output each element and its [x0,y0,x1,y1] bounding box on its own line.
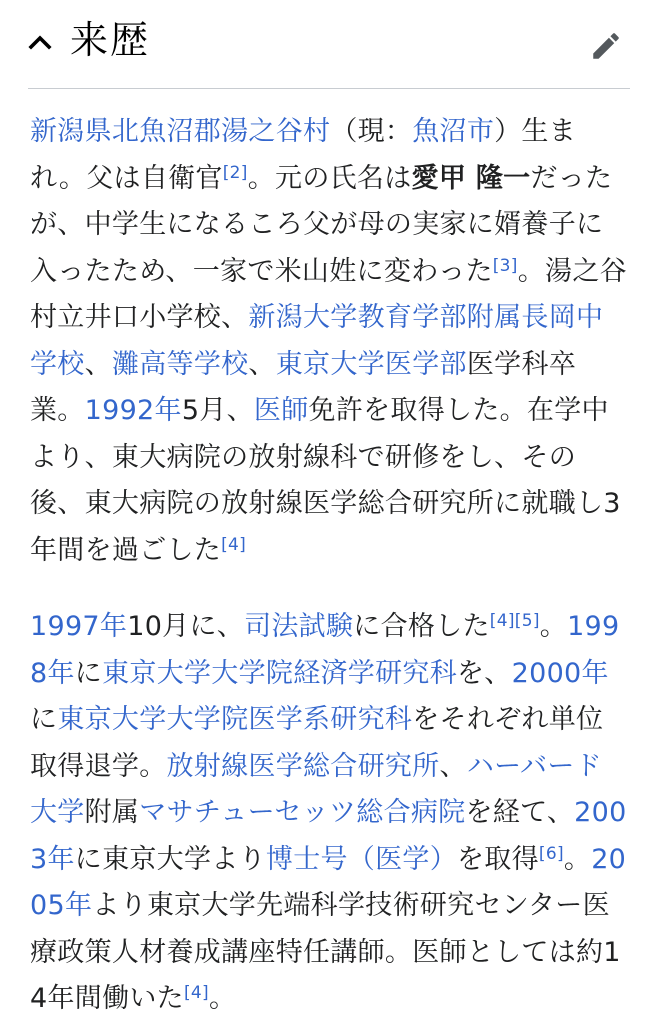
link-2005[interactable]: 2005年 [30,843,627,921]
pencil-icon [589,29,623,63]
section-title: 来歴 [70,18,151,62]
link-physician[interactable]: 医師 [253,395,309,426]
text: を取得 [457,843,539,875]
text: 。元の氏名は [247,162,412,194]
link-mgh[interactable]: マサチューセッツ総合病院 [139,797,466,828]
ref-6[interactable]: [6] [538,843,564,864]
link-niigata-univ-nagaoka-jhs[interactable]: 新潟大学教育学部附属長岡中学校 [30,302,604,380]
link-1997[interactable]: 1997年 [30,611,128,642]
link-uonuma-city[interactable]: 魚沼市 [412,116,495,147]
link-bar-exam[interactable]: 司法試験 [244,611,354,642]
text: に合格した [353,611,490,642]
text: より東京大学先端科学技術研究センター医療政策人材養成講座特任講師。医師としては約14年間働いた [30,890,621,1014]
link-utokyo-medicine[interactable]: 東京大学医学部 [275,348,467,380]
ref-3[interactable]: [3] [492,255,518,276]
text: 医学科卒業。 [30,348,577,426]
link-2003[interactable]: 2003年 [30,797,627,875]
edit-section-button[interactable] [586,26,626,66]
text: だったが、中学生になるころ父が母の実家に婿養子に入ったため、一家で米山姓に変わった [30,162,613,287]
text: 、 [248,348,276,380]
paragraph-2 [30,604,628,1023]
text: 、 [439,750,467,782]
text: 5月、 [181,395,254,426]
ref-5[interactable]: [5] [514,611,540,631]
link-1992[interactable]: 1992年 [84,395,182,426]
ref-4[interactable]: [4] [221,534,247,555]
link-utokyo-medical-grad[interactable]: 東京大学大学院医学系研究科 [57,704,413,735]
text: をそれぞれ単位取得退学。 [30,704,604,782]
text: 。 [563,843,592,875]
chevron-up-icon[interactable] [28,30,52,54]
link-utokyo-economics[interactable]: 東京大学大学院経済学研究科 [102,657,457,689]
link-nada-high-school[interactable]: 灘高等学校 [111,348,249,380]
link-nirs[interactable]: 放射線医学総合研究所 [166,750,440,782]
text: ）生まれ。父は自衛官 [30,116,577,194]
link-1998[interactable]: 1998年 [30,611,620,689]
text: を、 [457,657,512,689]
text: 10月に、 [127,611,245,642]
text: 。 [539,611,568,642]
text: 免許を取得した。在学中より、東大病院の放射線科で研修をし、その後、東大病院の放射線医学総合研究所に就職し3年間を過ごした [30,395,621,566]
text: に [74,657,103,689]
paragraph-1 [30,109,628,574]
text: （現： [330,116,413,147]
link-2000[interactable]: 2000年 [511,657,609,689]
section-content [0,109,658,1023]
section-header[interactable] [28,0,630,89]
text: を経て、 [465,797,575,828]
link-harvard[interactable]: ハーバード大学 [30,750,602,828]
text: 。 [208,983,237,1014]
ref-2[interactable]: [2] [222,162,248,183]
text: 。湯之谷村立井口小学校、 [30,255,627,333]
ref-4[interactable]: [4] [489,611,515,631]
text: 、 [84,348,112,380]
ref-4[interactable]: [4] [183,983,209,1003]
text: に東京大学より [74,843,266,875]
text: に [30,704,58,735]
link-doctorate-medicine[interactable]: 博士号（医学） [265,843,457,875]
link-yunotani-village[interactable]: 新潟県北魚沼郡湯之谷村 [30,116,331,147]
birth-name: 愛甲 隆一 [411,162,531,194]
text: 附属 [84,797,140,828]
